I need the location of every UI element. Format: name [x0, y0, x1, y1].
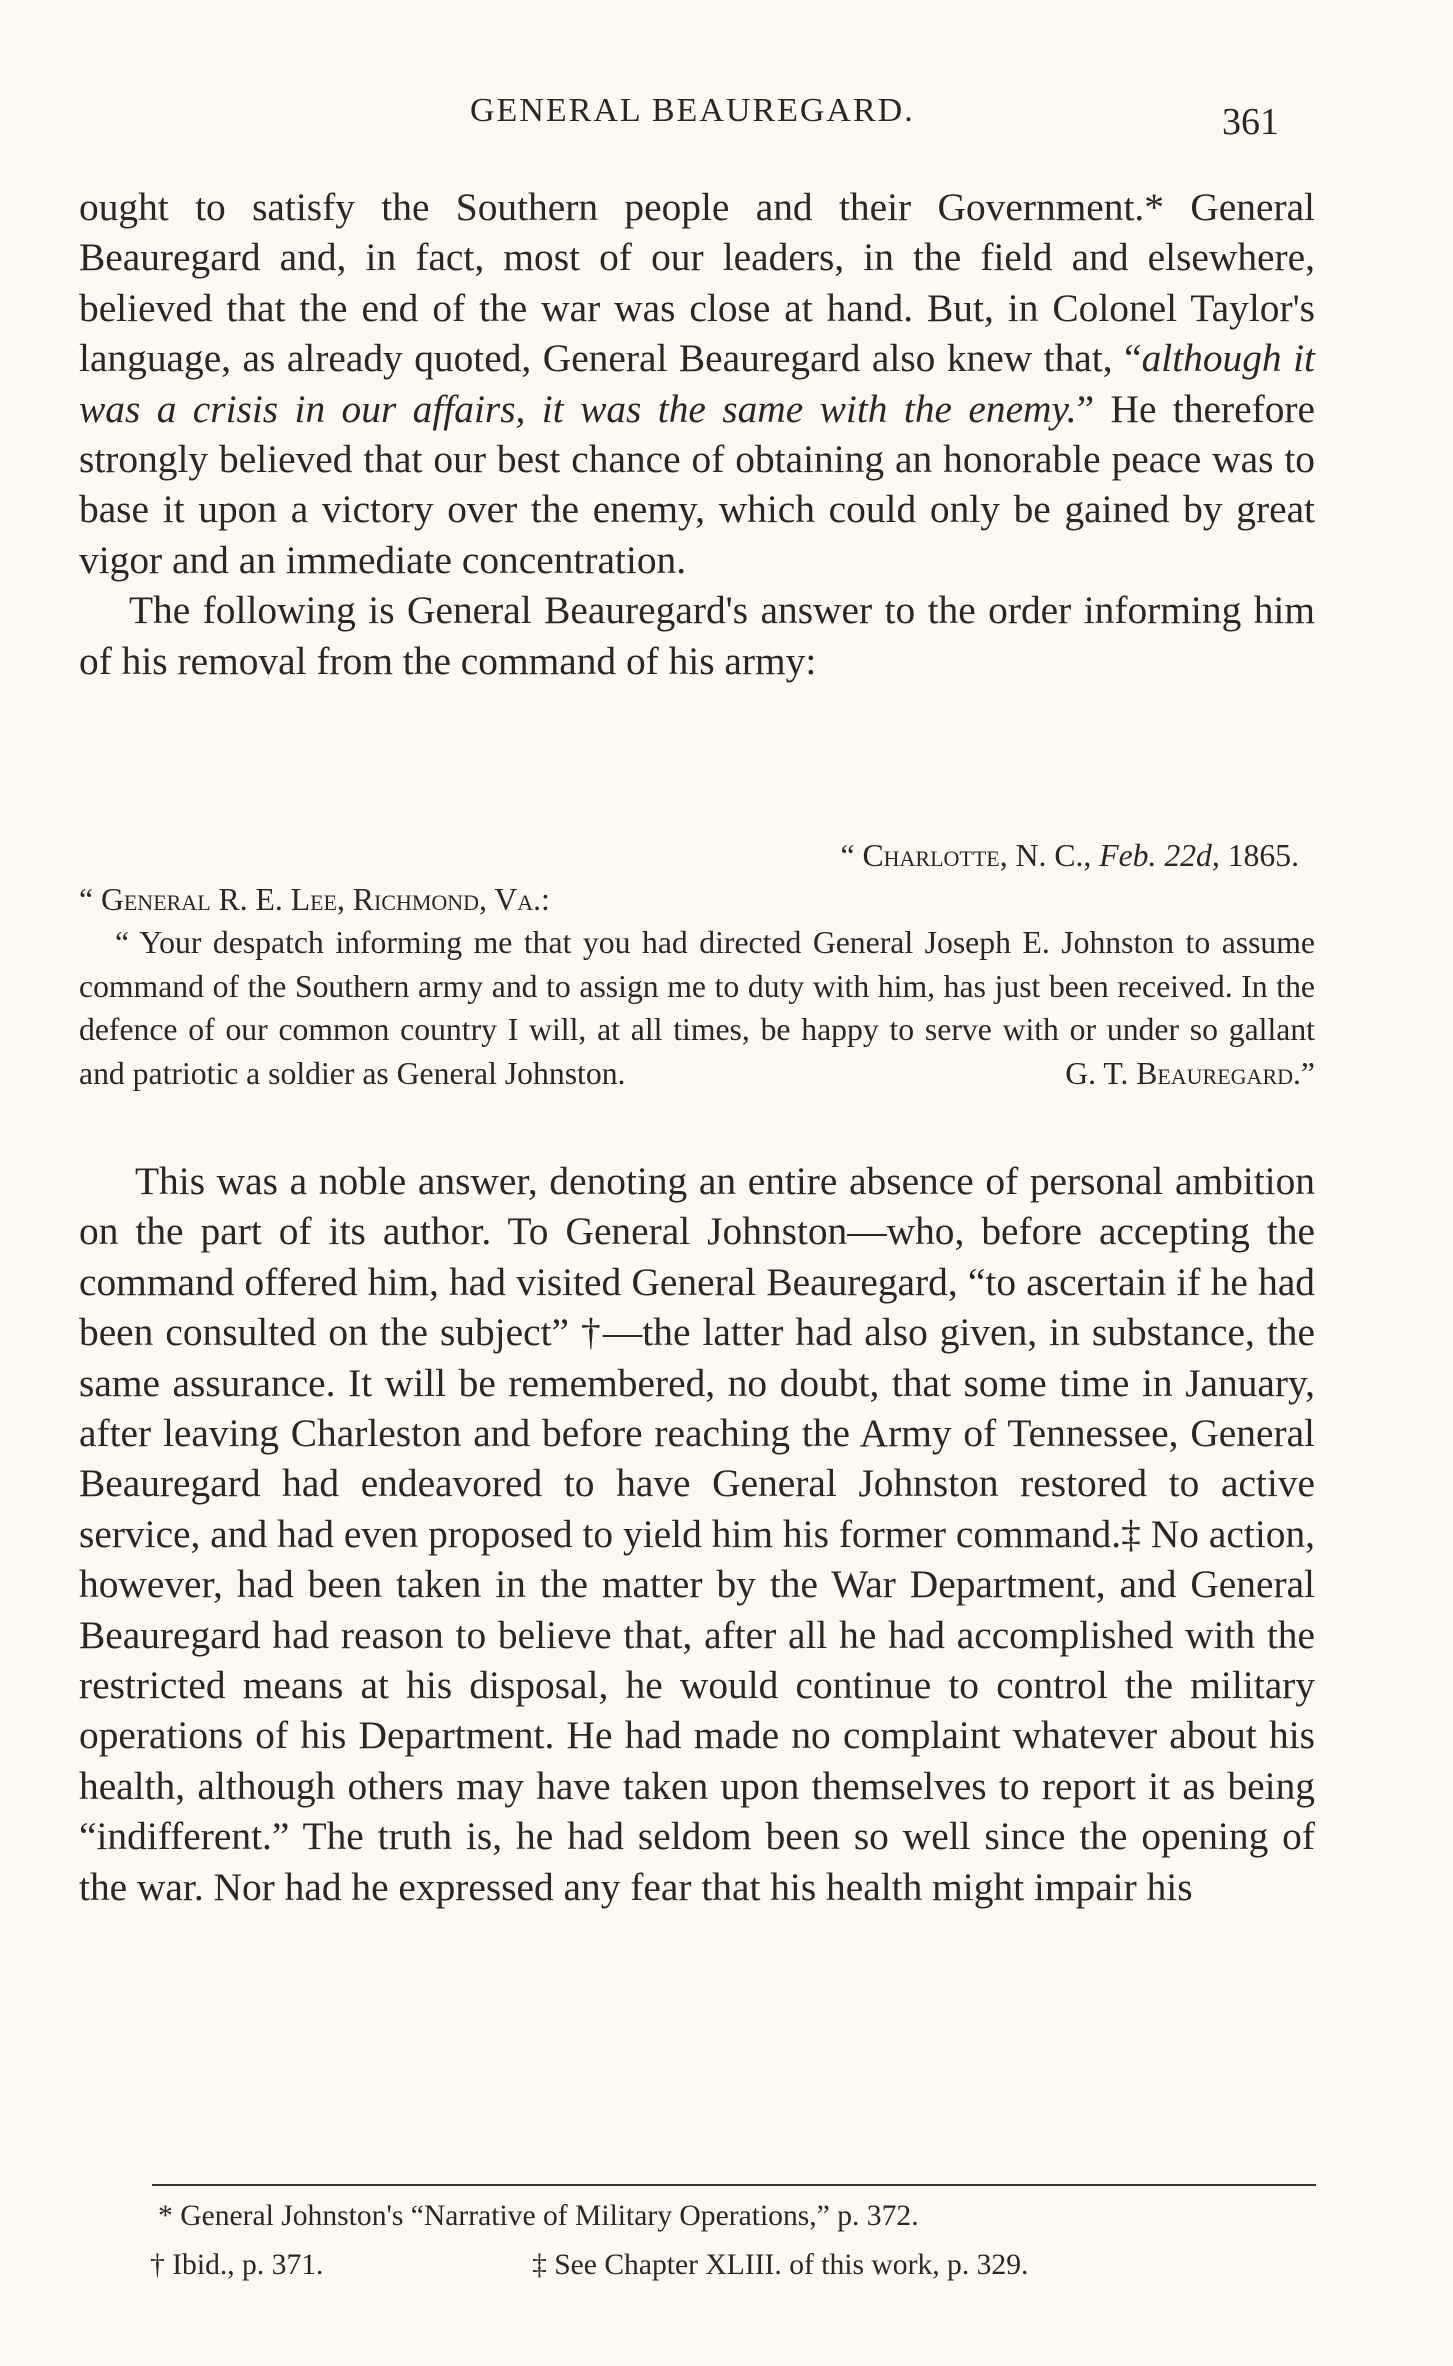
letter-signature: G. T. Beauregard.” — [1065, 1055, 1315, 1091]
letter-dateline — [79, 834, 1315, 878]
letter-body — [79, 921, 1315, 1095]
letter-salutation: “ General R. E. Lee, Richmond, Va.: — [79, 881, 550, 917]
footnote-rule — [152, 2184, 1316, 2186]
page-number: 361 — [1222, 101, 1279, 143]
paragraph-1-text-b: ” He therefore strongly believed that our best chance of obtaining an honorable peace was to base it upon a victory over the enemy, which could only be gained by great vigor and an immediate concentration. — [79, 386, 1316, 582]
paragraph-3: This was a noble answer, denoting an entire absence of personal ambition on the part of its author. To General Johnston—who, before accepting the command offered him, had visited General Beauregard, “to ascertain if he had been consulted on the subject” †—the latter had also given, in substance, the same assurance. It will be remembered, no doubt, that some time in January, after leaving Charleston and before reaching the Army of Tennessee, General Beauregard had endeavored to have General Johnston restored to active service, and had even proposed to yield him his former command.‡ No action, however, had been taken in the matter by the War Department, and General Beauregard had reason to believe that, after all he had accomplished with the restricted means at his disposal, he would continue to control the military operations of his Department. He had made no complaint whatever about his health, although others may have taken upon themselves to report it as being “indifferent.” The truth is, he had seldom been so well since the opening of the war. Nor had he expressed any fear that his health might impair his — [79, 1159, 1315, 1909]
footnote-1: * General Johnston's “Narrative of Military Operations,” p. 372. — [158, 2200, 919, 2232]
letter-dateline-year: 1865. — [1219, 838, 1299, 873]
letter-body-text: “ Your despatch informing me that you had directed General Joseph E. Johnston to assume command of the Southern army and to assign me to duty with him, has just been received. In the defence of our common country I will, at all times, be happy to serve with or under so gallant and patriotic a soldier as General Johnston. — [79, 925, 1315, 1091]
footnote-3: ‡ See Chapter XLIII. of this work, p. 329. — [532, 2249, 1029, 2281]
main-text-continued — [79, 1156, 1315, 1912]
footnotes — [150, 2192, 1310, 2290]
letter-dateline-place: “ Charlotte, N. C., — [840, 838, 1100, 873]
quoted-letter — [79, 834, 1315, 1096]
paragraph-1-quote-italic: although it was a crisis in our affairs, it was the same with the enemy. — [79, 336, 1316, 431]
paragraph-1 — [79, 182, 1315, 585]
footnote-row — [150, 2241, 1310, 2290]
letter-dateline-date: Feb. 22d, — [1099, 838, 1220, 873]
running-title: GENERAL BEAUREGARD. — [470, 92, 915, 129]
footnote-2: † Ibid., p. 371. — [150, 2249, 324, 2281]
paragraph-2: The following is General Beauregard's answer to the order informing him of his removal from the command of his army: — [79, 588, 1315, 683]
paragraph-1-text-a: ought to satisfy the Southern people and their Government.* General Beauregard and, in fact, most of our leaders, in the field and elsewhere, believed that the end of the war was close at hand. But, in Colonel Taylor's language, as already quoted, General Beauregard also knew that, “ — [79, 185, 1315, 381]
main-text — [79, 182, 1315, 686]
